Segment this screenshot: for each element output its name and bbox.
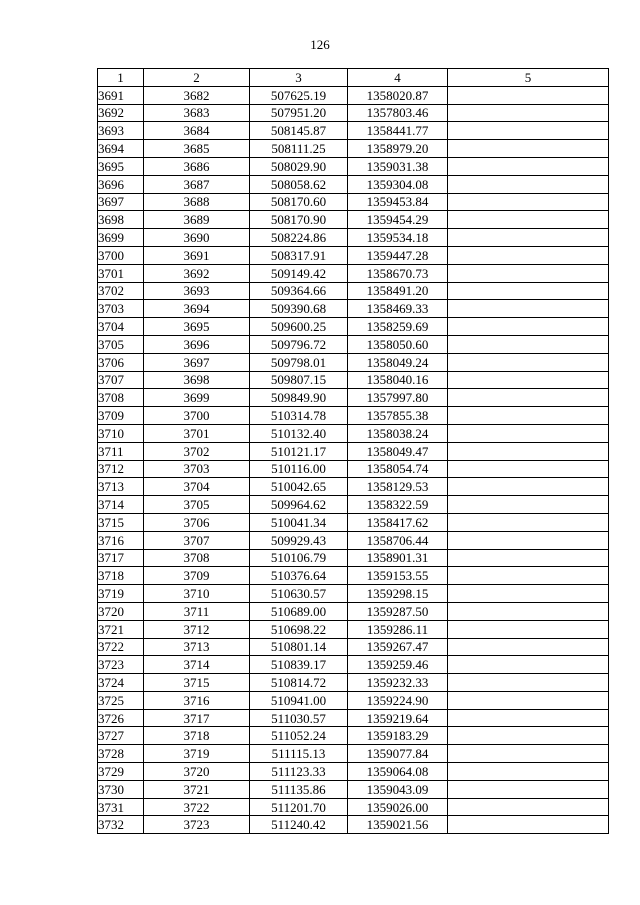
table-row	[98, 122, 609, 140]
table-cell-col-5	[448, 691, 609, 709]
table-cell-col-4: 1358129.53	[348, 478, 448, 496]
table-cell-col-4: 1358259.69	[348, 318, 448, 336]
table-cell-col-5	[448, 229, 609, 247]
table-cell-col-2: 3704	[144, 478, 250, 496]
table-cell-col-1: 3700	[98, 246, 144, 264]
table-cell-col-3: 507951.20	[250, 104, 348, 122]
table-row	[98, 175, 609, 193]
table-cell-col-1: 3705	[98, 335, 144, 353]
table-cell-col-3: 508145.87	[250, 122, 348, 140]
table-cell-col-2: 3690	[144, 229, 250, 247]
table-cell-col-1: 3727	[98, 727, 144, 745]
table-cell-col-5	[448, 122, 609, 140]
table-row	[98, 691, 609, 709]
table-cell-col-3: 508170.60	[250, 193, 348, 211]
table-row	[98, 442, 609, 460]
table-row	[98, 478, 609, 496]
table-cell-col-5	[448, 763, 609, 781]
table-cell-col-3: 508058.62	[250, 175, 348, 193]
table-cell-col-2: 3715	[144, 674, 250, 692]
table-cell-col-5	[448, 513, 609, 531]
table-cell-col-1: 3722	[98, 638, 144, 656]
table-row	[98, 140, 609, 158]
table-cell-col-1: 3712	[98, 460, 144, 478]
table-cell-col-3: 508111.25	[250, 140, 348, 158]
table-row	[98, 602, 609, 620]
table-cell-col-1: 3703	[98, 300, 144, 318]
table-row	[98, 531, 609, 549]
table-cell-col-5	[448, 353, 609, 371]
table-cell-col-2: 3721	[144, 780, 250, 798]
table-cell-col-5	[448, 407, 609, 425]
table-cell-col-3: 511240.42	[250, 816, 348, 834]
table-cell-col-4: 1358491.20	[348, 282, 448, 300]
header-row	[98, 69, 609, 87]
table-body	[98, 86, 609, 833]
table-cell-col-2: 3712	[144, 620, 250, 638]
table-cell-col-4: 1359286.11	[348, 620, 448, 638]
table-cell-col-5	[448, 549, 609, 567]
table-cell-col-5	[448, 246, 609, 264]
table-cell-col-4: 1358322.59	[348, 496, 448, 514]
table-row	[98, 656, 609, 674]
table-cell-col-2: 3693	[144, 282, 250, 300]
table-cell-col-4: 1359224.90	[348, 691, 448, 709]
table-cell-col-3: 511115.13	[250, 745, 348, 763]
table-cell-col-2: 3705	[144, 496, 250, 514]
table-cell-col-3: 508170.90	[250, 211, 348, 229]
table-cell-col-5	[448, 531, 609, 549]
table-cell-col-1: 3719	[98, 585, 144, 603]
table-row	[98, 86, 609, 104]
table-cell-col-3: 510698.22	[250, 620, 348, 638]
table-cell-col-2: 3695	[144, 318, 250, 336]
table-cell-col-5	[448, 478, 609, 496]
table-cell-col-4: 1359298.15	[348, 585, 448, 603]
table-row	[98, 318, 609, 336]
table-cell-col-1: 3708	[98, 389, 144, 407]
table-cell-col-4: 1359026.00	[348, 798, 448, 816]
table-cell-col-5	[448, 496, 609, 514]
table-cell-col-5	[448, 780, 609, 798]
table-cell-col-5	[448, 674, 609, 692]
table-row	[98, 780, 609, 798]
table-cell-col-1: 3702	[98, 282, 144, 300]
table-cell-col-4: 1358050.60	[348, 335, 448, 353]
table-cell-col-1: 3716	[98, 531, 144, 549]
table-cell-col-2: 3698	[144, 371, 250, 389]
table-cell-col-4: 1359064.08	[348, 763, 448, 781]
table-row	[98, 674, 609, 692]
table-cell-col-3: 509849.90	[250, 389, 348, 407]
table-cell-col-1: 3730	[98, 780, 144, 798]
table-cell-col-5	[448, 585, 609, 603]
table-cell-col-4: 1358020.87	[348, 86, 448, 104]
table-cell-col-4: 1358054.74	[348, 460, 448, 478]
table-cell-col-5	[448, 442, 609, 460]
table-cell-col-4: 1359021.56	[348, 816, 448, 834]
table-cell-col-1: 3698	[98, 211, 144, 229]
table-cell-col-4: 1357997.80	[348, 389, 448, 407]
table-cell-col-2: 3701	[144, 424, 250, 442]
table-cell-col-1: 3720	[98, 602, 144, 620]
table-cell-col-5	[448, 193, 609, 211]
table-cell-col-4: 1359304.08	[348, 175, 448, 193]
table-cell-col-3: 510801.14	[250, 638, 348, 656]
table-cell-col-5	[448, 745, 609, 763]
table-cell-col-1: 3709	[98, 407, 144, 425]
table-cell-col-4: 1358706.44	[348, 531, 448, 549]
table-cell-col-1: 3710	[98, 424, 144, 442]
table-cell-col-5	[448, 157, 609, 175]
table-cell-col-4: 1358040.16	[348, 371, 448, 389]
table-cell-col-4: 1357803.46	[348, 104, 448, 122]
table-cell-col-4: 1359153.55	[348, 567, 448, 585]
table-row	[98, 246, 609, 264]
table-cell-col-3: 510132.40	[250, 424, 348, 442]
table-cell-col-2: 3697	[144, 353, 250, 371]
table-cell-col-3: 509798.01	[250, 353, 348, 371]
table-cell-col-1: 3726	[98, 709, 144, 727]
table-cell-col-5	[448, 424, 609, 442]
table-row	[98, 424, 609, 442]
table-cell-col-1: 3695	[98, 157, 144, 175]
table-cell-col-2: 3719	[144, 745, 250, 763]
table-cell-col-1: 3721	[98, 620, 144, 638]
table-cell-col-3: 510116.00	[250, 460, 348, 478]
table-cell-col-1: 3694	[98, 140, 144, 158]
table-cell-col-3: 510941.00	[250, 691, 348, 709]
table-cell-col-4: 1359267.47	[348, 638, 448, 656]
table-cell-col-2: 3689	[144, 211, 250, 229]
table-cell-col-4: 1358469.33	[348, 300, 448, 318]
table-cell-col-4: 1358049.24	[348, 353, 448, 371]
table-cell-col-2: 3723	[144, 816, 250, 834]
table-cell-col-3: 510839.17	[250, 656, 348, 674]
table-cell-col-1: 3713	[98, 478, 144, 496]
table-cell-col-3: 511030.57	[250, 709, 348, 727]
table-cell-col-1: 3693	[98, 122, 144, 140]
table-cell-col-5	[448, 264, 609, 282]
table-cell-col-2: 3684	[144, 122, 250, 140]
table-cell-col-4: 1359077.84	[348, 745, 448, 763]
table-cell-col-3: 510814.72	[250, 674, 348, 692]
table-cell-col-1: 3724	[98, 674, 144, 692]
table-cell-col-5	[448, 620, 609, 638]
table-cell-col-4: 1358038.24	[348, 424, 448, 442]
table-cell-col-1: 3732	[98, 816, 144, 834]
table-cell-col-4: 1359259.46	[348, 656, 448, 674]
table-row	[98, 211, 609, 229]
table-cell-col-5	[448, 371, 609, 389]
table-cell-col-5	[448, 282, 609, 300]
table-cell-col-5	[448, 335, 609, 353]
table-cell-col-1: 3728	[98, 745, 144, 763]
table-cell-col-4: 1358441.77	[348, 122, 448, 140]
table-cell-col-2: 3703	[144, 460, 250, 478]
column-header-1: 1	[98, 69, 144, 87]
table-row	[98, 282, 609, 300]
table-cell-col-3: 511123.33	[250, 763, 348, 781]
table-row	[98, 460, 609, 478]
table-cell-col-3: 510376.64	[250, 567, 348, 585]
table-row	[98, 496, 609, 514]
table-cell-col-4: 1358979.20	[348, 140, 448, 158]
table-cell-col-5	[448, 389, 609, 407]
table-row	[98, 638, 609, 656]
table-row	[98, 745, 609, 763]
table-cell-col-2: 3691	[144, 246, 250, 264]
table-cell-col-1: 3691	[98, 86, 144, 104]
table-cell-col-2: 3711	[144, 602, 250, 620]
table-cell-col-4: 1359447.28	[348, 246, 448, 264]
table-cell-col-3: 511135.86	[250, 780, 348, 798]
table-cell-col-1: 3707	[98, 371, 144, 389]
column-header-2: 2	[144, 69, 250, 87]
table-cell-col-5	[448, 567, 609, 585]
table-cell-col-2: 3717	[144, 709, 250, 727]
table-cell-col-5	[448, 460, 609, 478]
table-row	[98, 727, 609, 745]
table-cell-col-3: 511201.70	[250, 798, 348, 816]
table-cell-col-5	[448, 104, 609, 122]
table-row	[98, 513, 609, 531]
table-cell-col-1: 3696	[98, 175, 144, 193]
table-row	[98, 585, 609, 603]
table-cell-col-2: 3694	[144, 300, 250, 318]
table-row	[98, 104, 609, 122]
table-header	[98, 69, 609, 87]
table-cell-col-5	[448, 638, 609, 656]
table-row	[98, 763, 609, 781]
table-cell-col-5	[448, 656, 609, 674]
table-cell-col-4: 1358901.31	[348, 549, 448, 567]
table-cell-col-2: 3707	[144, 531, 250, 549]
table-row	[98, 620, 609, 638]
table-row	[98, 371, 609, 389]
table-cell-col-5	[448, 318, 609, 336]
table-cell-col-2: 3713	[144, 638, 250, 656]
table-cell-col-3: 510042.65	[250, 478, 348, 496]
table-cell-col-2: 3720	[144, 763, 250, 781]
table-cell-col-2: 3685	[144, 140, 250, 158]
table-cell-col-3: 507625.19	[250, 86, 348, 104]
table-cell-col-2: 3699	[144, 389, 250, 407]
table-cell-col-1: 3692	[98, 104, 144, 122]
table-cell-col-3: 509796.72	[250, 335, 348, 353]
table-cell-col-1: 3731	[98, 798, 144, 816]
table-cell-col-3: 510314.78	[250, 407, 348, 425]
table-cell-col-5	[448, 798, 609, 816]
table-cell-col-5	[448, 140, 609, 158]
table-cell-col-3: 508317.91	[250, 246, 348, 264]
table-cell-col-3: 510121.17	[250, 442, 348, 460]
table-cell-col-2: 3683	[144, 104, 250, 122]
table-cell-col-2: 3716	[144, 691, 250, 709]
table-cell-col-5	[448, 175, 609, 193]
coordinates-table	[97, 68, 609, 834]
table-cell-col-3: 508029.90	[250, 157, 348, 175]
table-cell-col-4: 1357855.38	[348, 407, 448, 425]
table-cell-col-5	[448, 211, 609, 229]
table-row	[98, 157, 609, 175]
column-header-5: 5	[448, 69, 609, 87]
table-cell-col-5	[448, 816, 609, 834]
table-row	[98, 335, 609, 353]
table-cell-col-1: 3714	[98, 496, 144, 514]
table-cell-col-4: 1358417.62	[348, 513, 448, 531]
table-cell-col-4: 1359534.18	[348, 229, 448, 247]
table-cell-col-2: 3700	[144, 407, 250, 425]
table-cell-col-1: 3729	[98, 763, 144, 781]
table-cell-col-5	[448, 602, 609, 620]
table-cell-col-3: 508224.86	[250, 229, 348, 247]
table-row	[98, 300, 609, 318]
table-cell-col-2: 3710	[144, 585, 250, 603]
table-cell-col-4: 1359219.64	[348, 709, 448, 727]
table-cell-col-1: 3723	[98, 656, 144, 674]
table-cell-col-3: 509600.25	[250, 318, 348, 336]
table-cell-col-2: 3714	[144, 656, 250, 674]
table-cell-col-3: 510106.79	[250, 549, 348, 567]
table-cell-col-4: 1359454.29	[348, 211, 448, 229]
table-cell-col-5	[448, 709, 609, 727]
table-row	[98, 229, 609, 247]
table-cell-col-1: 3725	[98, 691, 144, 709]
table-cell-col-4: 1359232.33	[348, 674, 448, 692]
table-cell-col-2: 3682	[144, 86, 250, 104]
column-header-4: 4	[348, 69, 448, 87]
table-cell-col-4: 1359183.29	[348, 727, 448, 745]
table-cell-col-4: 1359287.50	[348, 602, 448, 620]
table-row	[98, 353, 609, 371]
table-cell-col-3: 509364.66	[250, 282, 348, 300]
table-cell-col-5	[448, 300, 609, 318]
table-cell-col-3: 509929.43	[250, 531, 348, 549]
table-cell-col-2: 3722	[144, 798, 250, 816]
page-number: 126	[310, 37, 330, 52]
table-row	[98, 407, 609, 425]
table-cell-col-4: 1359453.84	[348, 193, 448, 211]
table-cell-col-5	[448, 86, 609, 104]
table-cell-col-4: 1359043.09	[348, 780, 448, 798]
table-cell-col-2: 3696	[144, 335, 250, 353]
table-cell-col-2: 3718	[144, 727, 250, 745]
table-cell-col-4: 1358670.73	[348, 264, 448, 282]
table-cell-col-3: 510689.00	[250, 602, 348, 620]
table-cell-col-4: 1358049.47	[348, 442, 448, 460]
table-cell-col-1: 3699	[98, 229, 144, 247]
table-cell-col-5	[448, 727, 609, 745]
table-cell-col-2: 3686	[144, 157, 250, 175]
table-row	[98, 193, 609, 211]
table-cell-col-2: 3692	[144, 264, 250, 282]
table-cell-col-3: 509390.68	[250, 300, 348, 318]
table-cell-col-1: 3704	[98, 318, 144, 336]
table-cell-col-2: 3687	[144, 175, 250, 193]
table-cell-col-4: 1359031.38	[348, 157, 448, 175]
table-cell-col-3: 509807.15	[250, 371, 348, 389]
table-cell-col-3: 510041.34	[250, 513, 348, 531]
table-cell-col-1: 3718	[98, 567, 144, 585]
table-cell-col-2: 3709	[144, 567, 250, 585]
table-row	[98, 389, 609, 407]
table-row	[98, 709, 609, 727]
table-cell-col-1: 3706	[98, 353, 144, 371]
table-cell-col-3: 509149.42	[250, 264, 348, 282]
table-row	[98, 816, 609, 834]
table-cell-col-3: 511052.24	[250, 727, 348, 745]
table-cell-col-1: 3715	[98, 513, 144, 531]
table-cell-col-1: 3701	[98, 264, 144, 282]
table-cell-col-2: 3688	[144, 193, 250, 211]
table-row	[98, 264, 609, 282]
table-cell-col-1: 3717	[98, 549, 144, 567]
table-cell-col-1: 3697	[98, 193, 144, 211]
table-row	[98, 567, 609, 585]
table-cell-col-2: 3702	[144, 442, 250, 460]
table-cell-col-3: 510630.57	[250, 585, 348, 603]
table-cell-col-2: 3706	[144, 513, 250, 531]
table-cell-col-2: 3708	[144, 549, 250, 567]
column-header-3: 3	[250, 69, 348, 87]
table-cell-col-3: 509964.62	[250, 496, 348, 514]
table-row	[98, 549, 609, 567]
table-row	[98, 798, 609, 816]
table-cell-col-1: 3711	[98, 442, 144, 460]
